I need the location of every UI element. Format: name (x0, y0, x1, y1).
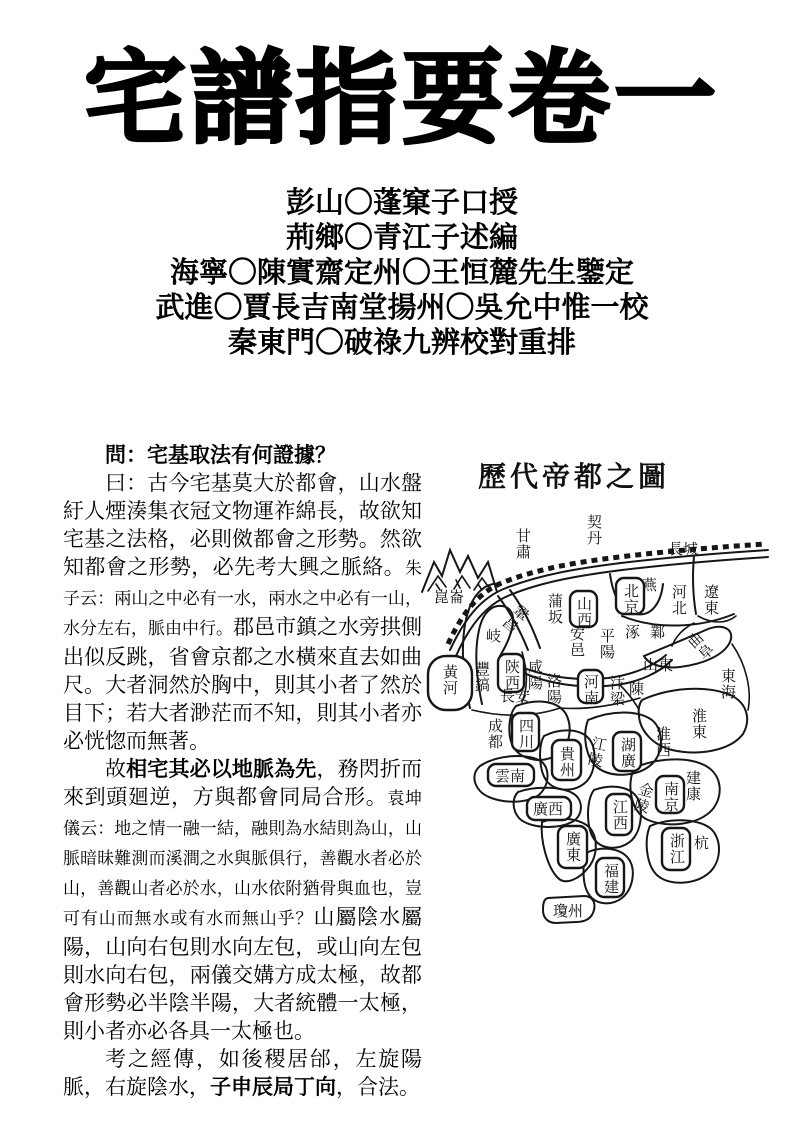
changan-label: 長安 (500, 689, 531, 705)
text-run: 故 (105, 757, 127, 781)
qidan-label: 契丹 (585, 514, 601, 546)
annotation-run: 袁坤儀云：地之情一融一結，融則為水結則為山，山脈暗昧難測而溪澗之水與脈俱行，善觀水者必於山，善觀山者必於水，山水依附猶骨與血也，豈可有山而無水或有水而無山乎？ (63, 789, 422, 928)
map-title: 歷代帝都之圖 (478, 462, 671, 493)
emphasis-run: 相宅其必以地脈為先 (126, 757, 317, 781)
beijing-label: 北京 (622, 583, 638, 615)
chen-label: 陳 (629, 682, 645, 698)
fujian-label: 福建 (602, 863, 618, 895)
puban-label: 蒲坂 (546, 593, 562, 625)
paragraph-conclusion (63, 1045, 422, 1101)
ye-label: 鄴 (650, 625, 666, 641)
jiangxi-label: 江西 (611, 799, 627, 831)
text-run: 郡邑市鎮之水旁拱側出似反跳，省會京都之水橫來直去如曲尺。大者洞然於胸中，則其小者了然於目下；若大者渺茫而不知，則其小者亦必恍惚而無著。 (63, 615, 422, 753)
chengdu-label: 成都 (486, 718, 502, 750)
text-run: 山屬陰水屬陽，山向右包則水向左包，或山向左包則水向右包，兩儀交媾方成太極，故都會形勢必半陰半陽，大者統體一太極，則小者亦必各具一太極也。 (63, 905, 423, 1043)
donghai-label: 東海 (719, 668, 735, 700)
shanxi-label: 山西 (575, 596, 591, 628)
guizhou-label: 貴州 (558, 746, 574, 778)
body-text-column (63, 441, 422, 1101)
capital-map-figure (416, 448, 794, 948)
zhuo-label: 涿 (625, 625, 641, 641)
author-block (0, 186, 804, 361)
author-line: 彭山〇蓬窠子口授 (285, 187, 518, 219)
qi-label: 岐 (486, 629, 502, 645)
qufu-label: 曲阜 (683, 629, 717, 665)
text-run: ，合法。 (336, 1075, 420, 1099)
sichuan-label: 四川 (517, 718, 533, 750)
yan-label: 燕 (642, 578, 658, 594)
author-line: 海寧〇陳實齋定州〇王恒麓先生鑒定 (169, 257, 634, 289)
gansu-label: 甘肅 (514, 528, 530, 560)
kunlun-label: 崑崙 (434, 590, 465, 606)
page-title: 宅譜指要卷一 (84, 44, 720, 157)
yunnan-label: 雲南 (495, 769, 526, 785)
shaanxi-label: 陝西 (503, 659, 519, 691)
huaidong-label: 淮東 (690, 708, 706, 740)
nanjing-label: 南京 (662, 781, 678, 813)
paragraph-dimai (63, 755, 422, 1045)
shandong-label: 山東 (643, 658, 674, 674)
henan-label: 河南 (582, 674, 598, 706)
huguang-label: 湖廣 (619, 737, 635, 769)
huaixi-label: 淮西 (654, 726, 670, 758)
text-run: ，務閃折而來到頭廻逆，方與都會同局合形。 (63, 757, 423, 809)
fenghao-label: 豐鎬 (473, 661, 489, 693)
hang-label: 杭 (694, 836, 710, 852)
author-line: 荊鄉〇青江子述編 (285, 222, 518, 254)
question-line: 問：宅基取法有何證據？ (105, 443, 336, 467)
bianliang-label: 汴梁 (608, 675, 624, 707)
anyi-label: 安邑 (568, 626, 584, 658)
emphasis-run: 子申辰局丁向 (210, 1075, 336, 1099)
paragraph-answer (63, 469, 422, 755)
text-run: 考之經傳，如後稷居邰，左旋陽脈，右旋陰水， (63, 1047, 422, 1099)
annotation-run: 朱子云：兩山之中必有一水，兩水之中必有一山，水分左右，脈由中行。 (63, 559, 422, 638)
guangdong-label: 廣東 (564, 831, 580, 863)
pingyang-label: 平陽 (598, 628, 614, 660)
liaodong-label: 遼東 (702, 584, 718, 616)
huanghe-label: 黃河 (441, 664, 457, 696)
guangxi-label: 廣西 (533, 802, 564, 818)
xianyang-label: 咸陽 (526, 659, 542, 691)
luoyang-label: 洛陽 (545, 673, 561, 705)
hebei-label: 河北 (670, 584, 686, 616)
changcheng-label: 長城 (668, 542, 699, 558)
jinling-label: 金陵 (630, 780, 655, 816)
capital-map-svg (416, 448, 794, 948)
zhejiang-label: 浙江 (668, 833, 684, 865)
jiangling-label: 江陵 (584, 734, 608, 770)
jiankang-label: 建康 (684, 770, 700, 802)
author-line: 秦東門〇破祿九辨校對重排 (227, 327, 576, 359)
gongchang-label: 鞏昌 (497, 600, 532, 636)
text-run: 曰：古今宅基莫大於都會，山水盤紆人煙湊集衣冠文物運祚綿長，故欲知宅基之法格，必則傚都會之形勢。然欲知都會之形勢，必先考大興之脈絡。 (63, 471, 422, 579)
author-line: 武進〇賈長吉南堂揚州〇吳允中惟一校 (155, 292, 649, 324)
qiongzhou-label: 瓊州 (553, 904, 584, 920)
